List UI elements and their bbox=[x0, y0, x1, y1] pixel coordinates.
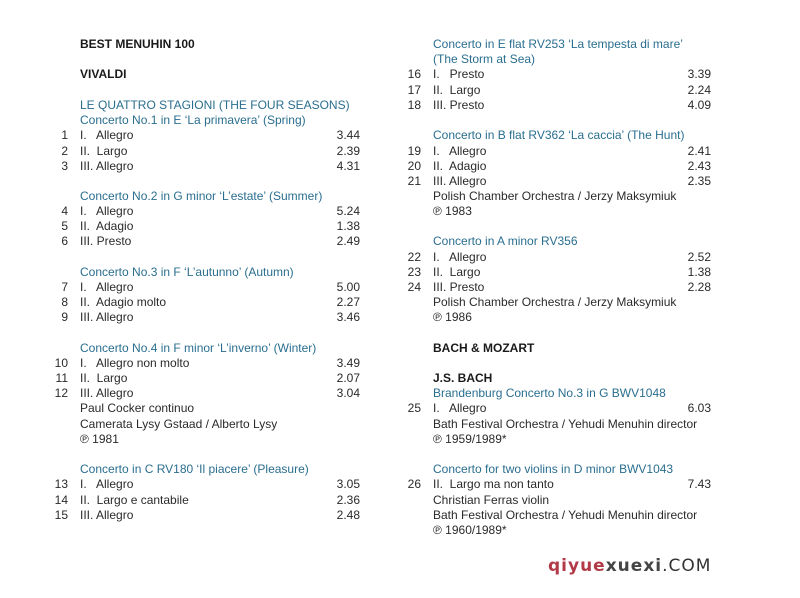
track-row: 9 III. Allegro 3.46 bbox=[61, 310, 360, 324]
track-row: 26 II. Largo ma non tanto 7.43 bbox=[407, 477, 711, 491]
track-row: 22 I. Allegro 2.52 bbox=[407, 250, 711, 264]
track-row: 19 I. Allegro 2.41 bbox=[407, 144, 711, 158]
track-row: 17 II. Largo 2.24 bbox=[407, 83, 711, 97]
track-row: 2 II. Largo 2.39 bbox=[61, 144, 360, 158]
track-row: 10 I. Allegro non molto 3.49 bbox=[54, 356, 360, 370]
watermark-part: xuexi bbox=[605, 556, 663, 576]
track-row: 7 I. Allegro 5.00 bbox=[61, 280, 360, 294]
concerto-title: Concerto in E flat RV253 ‘La tempesta di mare’ bbox=[433, 37, 683, 51]
track-row: 13 I. Allegro 3.05 bbox=[54, 477, 360, 491]
concerto-title: Concerto No.4 in F minor ‘L’inverno’ (Winter) bbox=[80, 341, 317, 355]
track-row: 16 I. Presto 3.39 bbox=[407, 67, 711, 81]
concerto-title: Concerto No.2 in G minor ‘L’estate’ (Summer) bbox=[80, 189, 323, 203]
track-row: 4 I. Allegro 5.24 bbox=[61, 204, 360, 218]
concerto-title: Concerto No.3 in F ‘L’autunno’ (Autumn) bbox=[80, 265, 294, 279]
cycle-title: LE QUATTRO STAGIONI (THE FOUR SEASONS) bbox=[80, 98, 350, 112]
watermark-part: qiyue bbox=[548, 556, 606, 576]
concerto-subtitle: (The Storm at Sea) bbox=[433, 52, 536, 66]
concerto-title: Concerto in B flat RV362 ‘La caccia’ (The Hunt) bbox=[433, 128, 685, 142]
track-row: 6 III. Presto 2.49 bbox=[61, 234, 360, 248]
composer-heading: VIVALDI bbox=[80, 67, 127, 81]
credit-line: Christian Ferras violin bbox=[433, 493, 550, 507]
concerto-title: Brandenburg Concerto No.3 in G BWV1048 bbox=[433, 386, 666, 400]
credit-line: Bath Festival Orchestra / Yehudi Menuhin director bbox=[433, 508, 698, 522]
track-row: 20 II. Adagio 2.43 bbox=[407, 159, 711, 173]
track-row: 18 III. Presto 4.09 bbox=[407, 98, 711, 112]
credit-line: ℗ 1981 bbox=[80, 432, 119, 446]
credit-line: Polish Chamber Orchestra / Jerzy Maksymiuk bbox=[433, 189, 677, 203]
track-row: 3 III. Allegro 4.31 bbox=[61, 159, 360, 173]
concerto-title: Concerto for two violins in D minor BWV1043 bbox=[433, 462, 674, 476]
concerto-title: Concerto in A minor RV356 bbox=[433, 234, 578, 248]
concerto-title: Concerto No.1 in E ‘La primavera’ (Spring) bbox=[80, 113, 306, 127]
track-row: 1 I. Allegro 3.44 bbox=[61, 128, 360, 142]
site-watermark bbox=[548, 556, 711, 576]
album-title: BEST MENUHIN 100 bbox=[80, 37, 195, 51]
concerto-title: Concerto in C RV180 ‘Il piacere’ (Pleasure) bbox=[80, 462, 309, 476]
track-row: 15 III. Allegro 2.48 bbox=[54, 508, 360, 522]
credit-line: ℗ 1986 bbox=[433, 310, 472, 324]
watermark-part: .COM bbox=[662, 556, 712, 576]
track-row: 12 III. Allegro 3.04 bbox=[54, 386, 360, 400]
track-row: 5 II. Adagio 1.38 bbox=[61, 219, 360, 233]
credit-line: ℗ 1960/1989* bbox=[433, 523, 507, 537]
track-row: 24 III. Presto 2.28 bbox=[407, 280, 711, 294]
track-row: 8 II. Adagio molto 2.27 bbox=[61, 295, 360, 309]
track-row: 14 II. Largo e cantabile 2.36 bbox=[54, 493, 360, 507]
credit-line: Bath Festival Orchestra / Yehudi Menuhin director bbox=[433, 417, 698, 431]
credit-line: Camerata Lysy Gstaad / Alberto Lysy bbox=[80, 417, 278, 431]
section-heading: BACH & MOZART bbox=[433, 341, 535, 355]
credit-line: ℗ 1983 bbox=[433, 204, 472, 218]
track-row: 25 I. Allegro 6.03 bbox=[407, 401, 711, 415]
credit-line: Paul Cocker continuo bbox=[80, 401, 195, 415]
credit-line: ℗ 1959/1989* bbox=[433, 432, 507, 446]
composer-heading: J.S. BACH bbox=[433, 371, 493, 385]
credit-line: Polish Chamber Orchestra / Jerzy Maksymiuk bbox=[433, 295, 677, 309]
track-row: 21 III. Allegro 2.35 bbox=[407, 174, 711, 188]
track-row: 11 II. Largo 2.07 bbox=[55, 371, 360, 385]
track-row: 23 II. Largo 1.38 bbox=[407, 265, 711, 279]
